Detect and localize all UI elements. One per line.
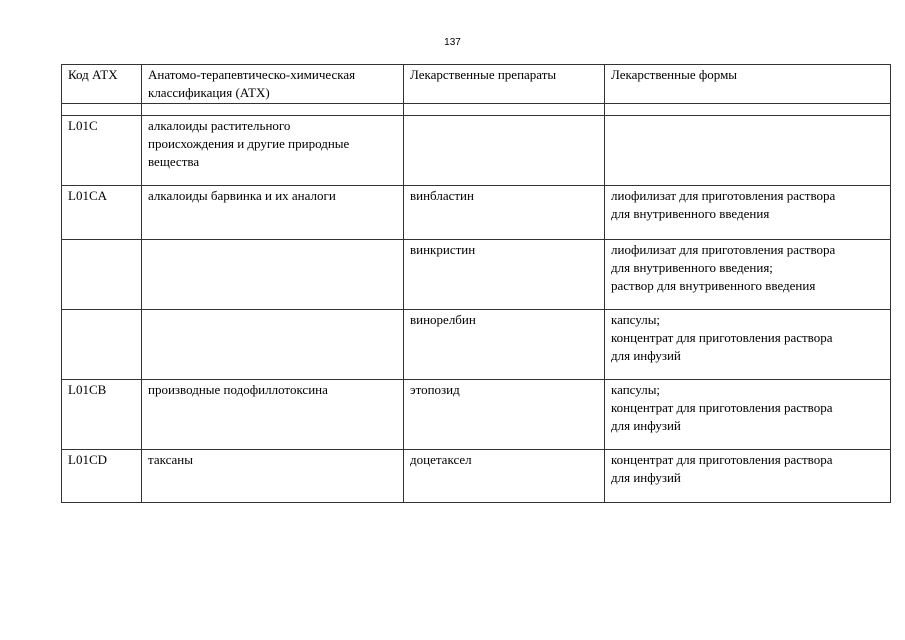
atc-code-cell: L01CA (62, 186, 142, 240)
page-number: 137 (444, 37, 461, 48)
classification-cell (142, 116, 404, 186)
form-line: для внутривенного введения; (611, 260, 773, 275)
classification-line: вещества (148, 154, 200, 169)
atc-code-cell (62, 240, 142, 310)
table-row (62, 310, 891, 380)
form-line: капсулы; (611, 312, 661, 327)
atc-code-cell: L01C (62, 116, 142, 186)
form-line: лиофилизат для приготовления раствора (611, 188, 836, 203)
table-row (62, 116, 891, 186)
atc-code-cell: L01CB (62, 380, 142, 450)
spacer-cell (142, 104, 404, 116)
forms-cell (605, 450, 891, 503)
table-row (62, 450, 891, 503)
forms-cell (605, 186, 891, 240)
form-line: концентрат для приготовления раствора (611, 330, 833, 345)
classification-line: алкалоиды барвинка и их аналоги (148, 188, 336, 203)
form-line: для инфузий (611, 418, 681, 433)
classification-cell (142, 186, 404, 240)
drug-cell: доцетаксел (404, 450, 605, 503)
drug-cell: винбластин (404, 186, 605, 240)
table-row (62, 240, 891, 310)
form-line: для инфузий (611, 470, 681, 485)
forms-cell (605, 116, 891, 186)
header-classification (142, 65, 404, 104)
header-drugs: Лекарственные препараты (404, 65, 605, 104)
form-line: раствор для внутривенного введения (611, 278, 816, 293)
header-classification-line: классификация (АТХ) (148, 85, 270, 100)
form-line: для внутривенного введения (611, 206, 770, 221)
forms-cell (605, 240, 891, 310)
drug-cell: винорелбин (404, 310, 605, 380)
classification-cell (142, 450, 404, 503)
table-row (62, 380, 891, 450)
classification-cell (142, 380, 404, 450)
form-line: концентрат для приготовления раствора (611, 452, 833, 467)
classification-line: таксаны (148, 452, 193, 467)
classification-cell (142, 310, 404, 380)
classification-line: производные подофиллотоксина (148, 382, 328, 397)
classification-line: происхождения и другие природные (148, 136, 350, 151)
header-code: Код АТХ (62, 65, 142, 104)
spacer-cell (62, 104, 142, 116)
forms-cell (605, 310, 891, 380)
header-spacer-row (62, 104, 891, 116)
spacer-cell (404, 104, 605, 116)
classification-line: алкалоиды растительного (148, 118, 291, 133)
form-line: для инфузий (611, 348, 681, 363)
atc-code-cell (62, 310, 142, 380)
spacer-cell (605, 104, 891, 116)
atc-code-cell: L01CD (62, 450, 142, 503)
classification-cell (142, 240, 404, 310)
header-forms: Лекарственные формы (605, 65, 891, 104)
forms-cell (605, 380, 891, 450)
form-line: концентрат для приготовления раствора (611, 400, 833, 415)
table-row (62, 186, 891, 240)
header-row (62, 65, 891, 104)
drug-cell: этопозид (404, 380, 605, 450)
atc-table (61, 64, 891, 503)
form-line: лиофилизат для приготовления раствора (611, 242, 836, 257)
drug-cell (404, 116, 605, 186)
header-classification-line: Анатомо-терапевтическо-химическая (148, 67, 356, 82)
drug-cell: винкристин (404, 240, 605, 310)
form-line: капсулы; (611, 382, 661, 397)
